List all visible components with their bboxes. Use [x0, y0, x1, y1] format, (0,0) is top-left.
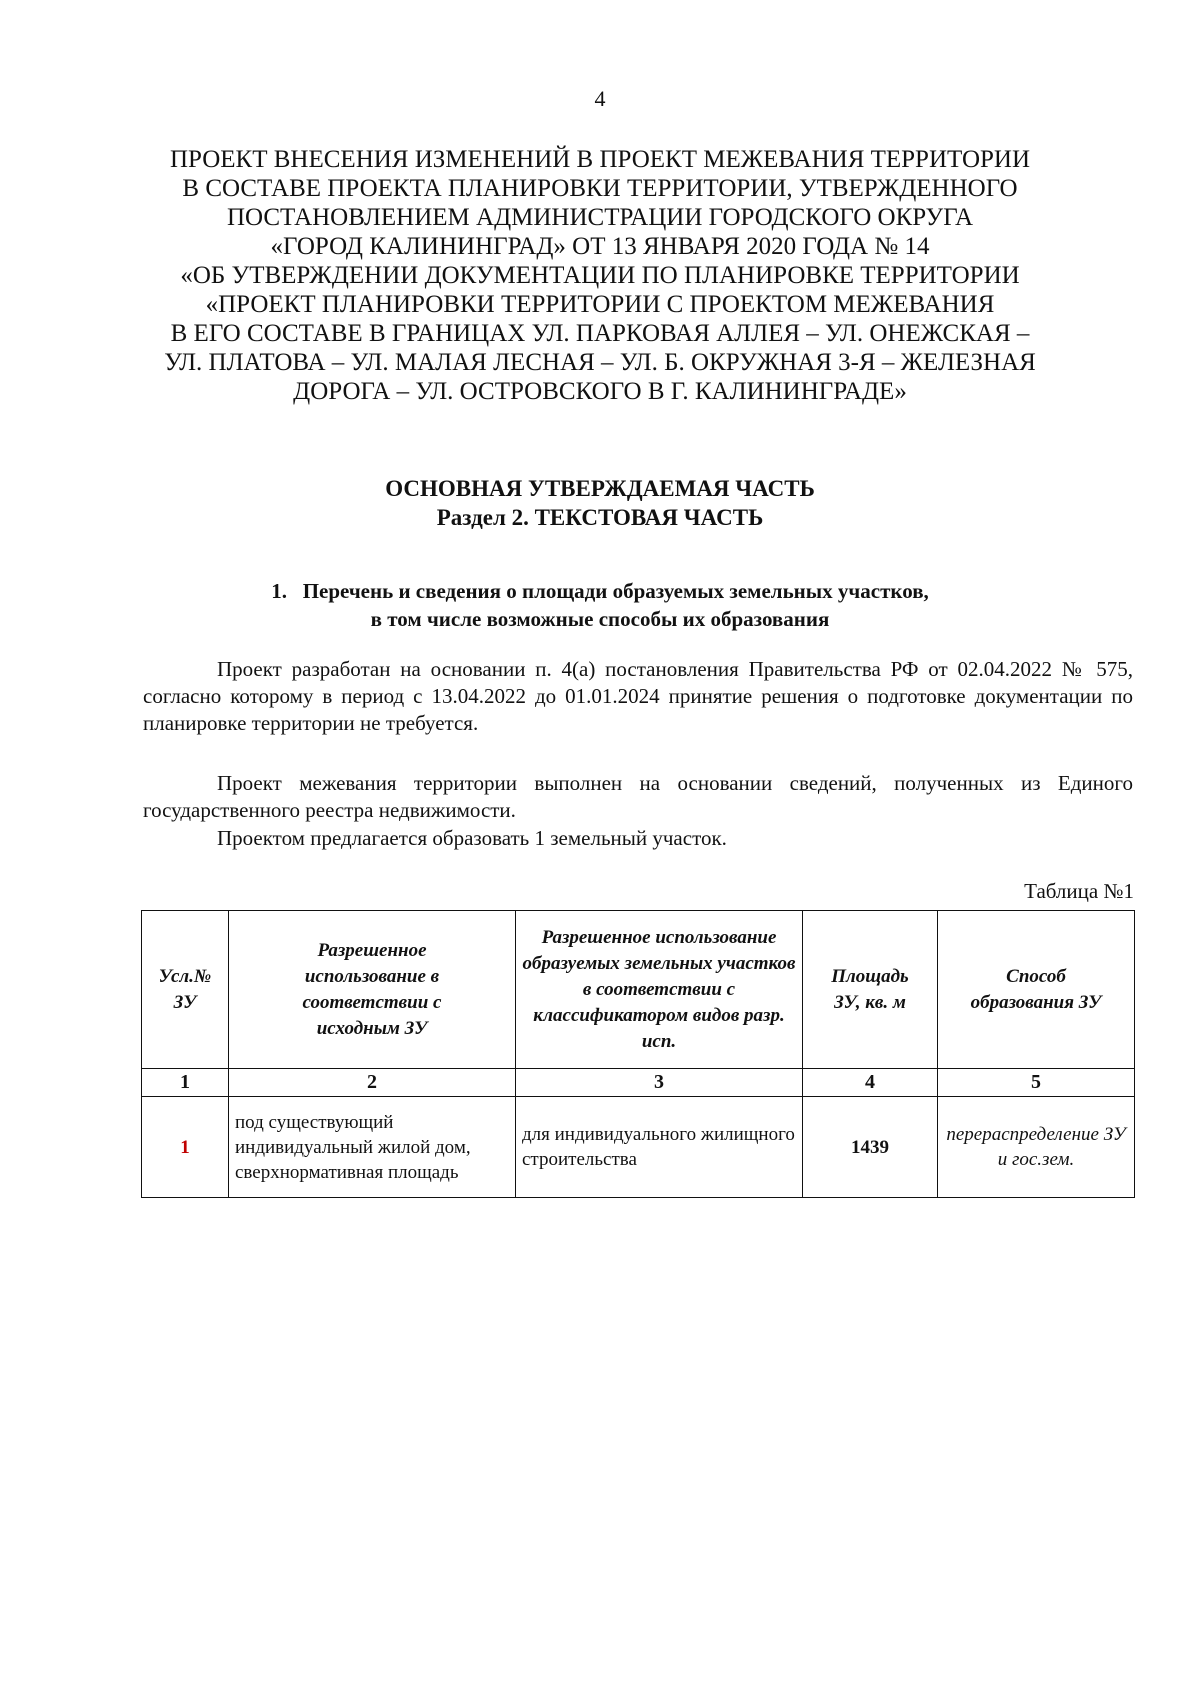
- section-heading-line2: Раздел 2. ТЕКСТОВАЯ ЧАСТЬ: [436, 505, 764, 530]
- title-line: УЛ. ПЛАТОВА – УЛ. МАЛАЯ ЛЕСНАЯ – УЛ. Б. ОКРУЖНАЯ 3-Я – ЖЕЛЕЗНАЯ: [164, 349, 1036, 376]
- section-heading: [0, 474, 1200, 532]
- original-use-cell: под существующий индивидуальный жилой дом, сверхнормативная площадь: [229, 1097, 516, 1198]
- column-number-row: [142, 1069, 1135, 1097]
- column-number: 3: [516, 1069, 803, 1097]
- table-row: [142, 1097, 1135, 1198]
- column-number: 2: [229, 1069, 516, 1097]
- column-number: 1: [142, 1069, 229, 1097]
- title-line: В СОСТАВЕ ПРОЕКТА ПЛАНИРОВКИ ТЕРРИТОРИИ, УТВЕРЖДЕННОГО: [182, 175, 1018, 202]
- area-cell: 1439: [803, 1097, 938, 1198]
- new-use-cell: для индивидуального жилищного строительства: [516, 1097, 803, 1198]
- paragraph-source: Проект межевания территории выполнен на основании сведений, полученных из Единого государственного реестра недвижимости.: [143, 771, 1133, 822]
- header-plot-number: Усл.№ ЗУ: [142, 911, 229, 1069]
- title-line: «ПРОЕКТ ПЛАНИРОВКИ ТЕРРИТОРИИ С ПРОЕКТОМ МЕЖЕВАНИЯ: [205, 291, 995, 318]
- column-number: 4: [803, 1069, 938, 1097]
- document-title: [80, 145, 1120, 406]
- title-line: ПОСТАНОВЛЕНИЕМ АДМИНИСТРАЦИИ ГОРОДСКОГО ОКРУГА: [226, 204, 974, 231]
- land-plots-table: [141, 910, 1135, 1198]
- page-number: 4: [594, 86, 606, 111]
- title-line: «ОБ УТВЕРЖДЕНИИ ДОКУМЕНТАЦИИ ПО ПЛАНИРОВКЕ ТЕРРИТОРИИ: [180, 262, 1020, 289]
- header-new-use: Разрешенное использование образуемых земельных участков в соответствии с классификатором видов разр. исп.: [516, 911, 803, 1069]
- method-cell: перераспределение ЗУ и гос.зем.: [938, 1097, 1135, 1198]
- title-line: ДОРОГА – УЛ. ОСТРОВСКОГО В Г. КАЛИНИНГРАДЕ»: [293, 378, 907, 405]
- title-line: В ЕГО СОСТАВЕ В ГРАНИЦАХ УЛ. ПАРКОВАЯ АЛЛЕЯ – УЛ. ОНЕЖСКАЯ –: [170, 320, 1030, 347]
- header-method: Способ образования ЗУ: [938, 911, 1135, 1069]
- table-header-row: [142, 911, 1135, 1069]
- subsection-heading-line1: 1. Перечень и сведения о площади образуемых земельных участков,: [271, 579, 929, 603]
- paragraph-proposal: Проектом предлагается образовать 1 земельный участок.: [217, 826, 727, 850]
- subsection-heading: [0, 577, 1200, 633]
- section-heading-line1: ОСНОВНАЯ УТВЕРЖДАЕМАЯ ЧАСТЬ: [385, 476, 815, 501]
- header-area: Площадь ЗУ, кв. м: [803, 911, 938, 1069]
- paragraph-basis: Проект разработан на основании п. 4(а) постановления Правительства РФ от 02.04.2022 № 575, согласно которому в период с 13.04.2022 до 01.01.2024 принятие решения о подготовке документации по планировке территории не требуется.: [143, 657, 1133, 735]
- table-caption: Таблица №1: [1024, 879, 1134, 903]
- title-line: «ГОРОД КАЛИНИНГРАД» ОТ 13 ЯНВАРЯ 2020 ГОДА № 14: [270, 233, 930, 260]
- subsection-heading-line2: в том числе возможные способы их образования: [370, 607, 830, 631]
- header-original-use: Разрешенное использование в соответствии с исходным ЗУ: [229, 911, 516, 1069]
- plot-number-cell: 1: [142, 1097, 229, 1198]
- title-line: ПРОЕКТ ВНЕСЕНИЯ ИЗМЕНЕНИЙ В ПРОЕКТ МЕЖЕВАНИЯ ТЕРРИТОРИИ: [169, 146, 1031, 173]
- column-number: 5: [938, 1069, 1135, 1097]
